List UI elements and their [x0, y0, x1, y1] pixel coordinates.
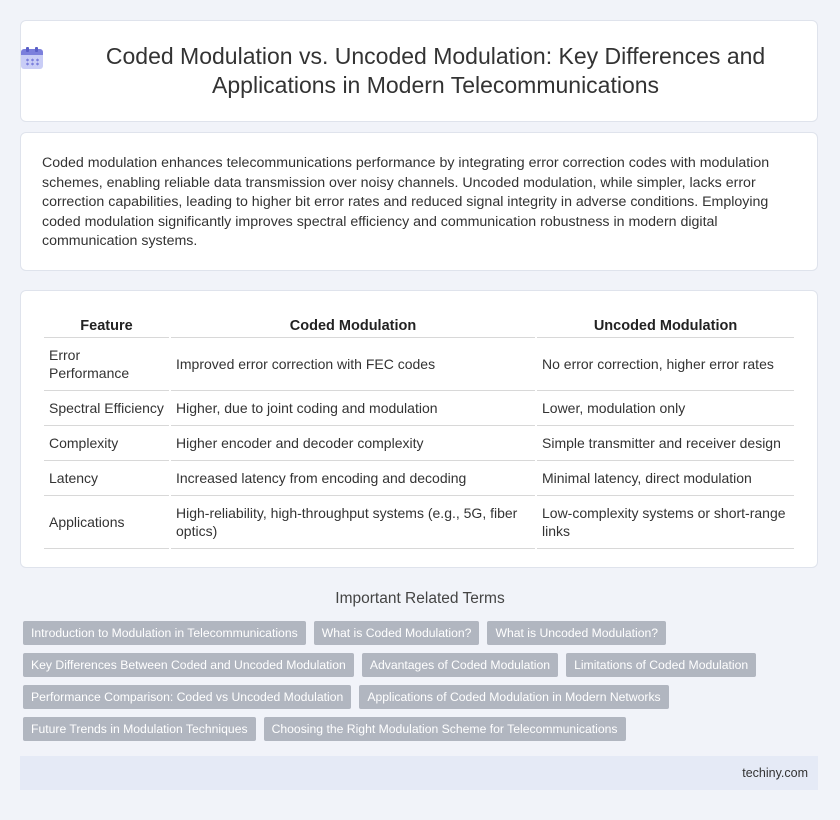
- related-tag[interactable]: Limitations of Coded Modulation: [566, 653, 756, 677]
- related-tag[interactable]: Advantages of Coded Modulation: [362, 653, 558, 677]
- comparison-card: [20, 290, 818, 568]
- table-row: [44, 426, 794, 461]
- table-row: [44, 496, 794, 549]
- calendar-icon: [21, 47, 36, 69]
- row-feature: Error Performance: [44, 338, 169, 391]
- table-row: [44, 461, 794, 496]
- row-feature: Applications: [44, 496, 169, 549]
- comparison-table: [42, 311, 796, 549]
- intro-card: [20, 132, 818, 271]
- row-uncoded: Simple transmitter and receiver design: [537, 426, 794, 461]
- related-tag[interactable]: What is Coded Modulation?: [314, 621, 480, 645]
- page-title: Coded Modulation vs. Uncoded Modulation: Key Differences and Applications in Modern Telecommunications: [105, 43, 766, 98]
- title-card: [20, 20, 818, 122]
- intro-text: Coded modulation enhances telecommunications performance by integrating error correction codes with modulation schemes, enabling reliable data transmission over noisy channels. Uncoded modulation, while simpler, lacks error correction capabilities, leading to higher bit error rates and reduced signal integrity in adverse conditions. Employing coded modulation significantly improves spectral efficiency and communication robustness in modern digital communication systems.: [42, 155, 770, 250]
- related-terms-title: Important Related Terms: [335, 590, 505, 607]
- header-feature: Feature: [44, 311, 169, 338]
- row-coded: Higher encoder and decoder complexity: [171, 426, 535, 461]
- row-uncoded: Minimal latency, direct modulation: [537, 461, 794, 496]
- row-coded: High-reliability, high-throughput systems (e.g., 5G, fiber optics): [171, 496, 535, 549]
- row-feature: Latency: [44, 461, 169, 496]
- table-row: [44, 338, 794, 391]
- row-coded: Higher, due to joint coding and modulation: [171, 391, 535, 426]
- row-coded: Increased latency from encoding and decoding: [171, 461, 535, 496]
- row-feature: Complexity: [44, 426, 169, 461]
- related-tag[interactable]: What is Uncoded Modulation?: [487, 621, 666, 645]
- tag-row: [23, 653, 823, 677]
- tag-row: [23, 621, 823, 645]
- row-uncoded: Low-complexity systems or short-range links: [537, 496, 794, 549]
- header-coded: Coded Modulation: [171, 311, 535, 338]
- row-uncoded: Lower, modulation only: [537, 391, 794, 426]
- tag-row: [23, 717, 823, 741]
- related-tag[interactable]: Introduction to Modulation in Telecommunications: [23, 621, 306, 645]
- related-terms-tags: [23, 621, 823, 749]
- row-feature: Spectral Efficiency: [44, 391, 169, 426]
- header-uncoded: Uncoded Modulation: [537, 311, 794, 338]
- title-wrap: [21, 42, 817, 100]
- related-tag[interactable]: Choosing the Right Modulation Scheme for Telecommunications: [264, 717, 626, 741]
- footer-site[interactable]: techiny.com: [742, 766, 808, 780]
- row-uncoded: No error correction, higher error rates: [537, 338, 794, 391]
- footer: [20, 756, 818, 790]
- related-tag[interactable]: Applications of Coded Modulation in Modern Networks: [359, 685, 668, 709]
- related-tag[interactable]: Performance Comparison: Coded vs Uncoded Modulation: [23, 685, 351, 709]
- related-tag[interactable]: Future Trends in Modulation Techniques: [23, 717, 256, 741]
- related-tag[interactable]: Key Differences Between Coded and Uncoded Modulation: [23, 653, 354, 677]
- table-row: [44, 391, 794, 426]
- tag-row: [23, 685, 823, 709]
- row-coded: Improved error correction with FEC codes: [171, 338, 535, 391]
- table-header-row: [44, 311, 794, 338]
